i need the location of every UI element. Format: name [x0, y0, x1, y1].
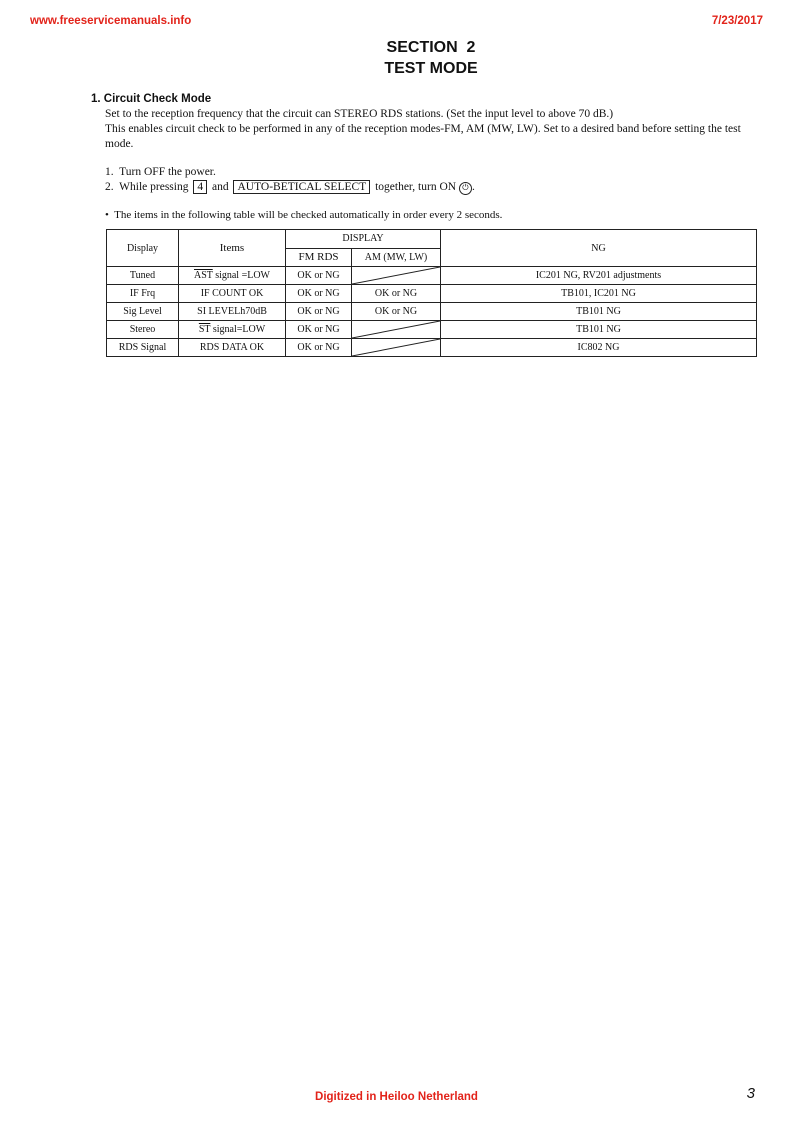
cell-ng: IC201 NG, RV201 adjustments — [441, 267, 757, 285]
cell-ng: IC802 NG — [441, 339, 757, 357]
page-number: 3 — [746, 1085, 755, 1102]
step2-prefix: 2. While pressing — [105, 181, 189, 193]
cell-display: Stereo — [107, 321, 179, 339]
diagonal-slash — [352, 339, 440, 356]
digitized-credit: Digitized in Heiloo Netherland — [315, 1091, 478, 1103]
website-url[interactable]: www.freeservicemanuals.info — [30, 15, 192, 27]
cell-ng: TB101, IC201 NG — [441, 285, 757, 303]
cell-display: RDS Signal — [107, 339, 179, 357]
table-header-row — [107, 230, 757, 249]
table-row — [107, 267, 757, 285]
header-am: AM (MW, LW) — [352, 248, 441, 267]
cell-items — [179, 321, 286, 339]
table-row — [107, 339, 757, 357]
cell-ng: TB101 NG — [441, 303, 757, 321]
cell-items: RDS DATA OK — [179, 339, 286, 357]
cell-items-text: signal =LOW — [212, 270, 270, 281]
step2-suffix: together, turn ON — [375, 181, 457, 193]
cell-fm: OK or NG — [286, 285, 352, 303]
power-icon: ⏻ — [459, 182, 472, 195]
cell-am: OK or NG — [352, 285, 441, 303]
step-2: 2. While pressing 4 and AUTO-BETICAL SELECT together, turn ON ⏻ . — [105, 181, 475, 193]
check-table — [106, 229, 757, 357]
table-note: • The items in the following table will be checked automatically in order every 2 seconds. — [105, 209, 503, 221]
cell-am: OK or NG — [352, 303, 441, 321]
cell-display: Tuned — [107, 267, 179, 285]
cell-items: SI LEVELh70dB — [179, 303, 286, 321]
cell-items-overline: $\overline{ST}$ — [198, 324, 211, 335]
cell-items: IF COUNT OK — [179, 285, 286, 303]
circuit-check-line3: mode. — [105, 138, 134, 150]
cell-am-not-applicable — [352, 321, 441, 339]
cell-display: Sig Level — [107, 303, 179, 321]
table-row — [107, 285, 757, 303]
section-title: TEST MODE — [384, 60, 478, 77]
diagonal-slash — [352, 321, 440, 338]
cell-fm: OK or NG — [286, 321, 352, 339]
table-row — [107, 303, 757, 321]
step2-and: and — [211, 181, 229, 193]
cell-items-text: signal=LOW — [210, 324, 266, 335]
cell-items-overline: $\overline{AST}$ — [193, 270, 213, 281]
header-display: Display — [107, 230, 179, 267]
header-display-group: DISPLAY — [286, 230, 441, 249]
cell-ng: TB101 NG — [441, 321, 757, 339]
cell-fm: OK or NG — [286, 303, 352, 321]
header-ng: NG — [441, 230, 757, 267]
auto-betical-select-box: AUTO-BETICAL SELECT — [233, 180, 370, 194]
cell-items — [179, 267, 286, 285]
cell-am-not-applicable — [352, 339, 441, 357]
circuit-check-heading: 1. Circuit Check Mode — [91, 93, 212, 105]
table-row — [107, 321, 757, 339]
cell-am-not-applicable — [352, 267, 441, 285]
circuit-check-line2: This enables circuit check to be performed in any of the reception modes-FM, AM (MW, LW). Set to a desired band before setting the test — [105, 123, 741, 135]
step-1: 1. Turn OFF the power. — [105, 166, 216, 178]
header-fm-rds: FM RDS — [286, 248, 352, 267]
cell-display: IF Frq — [107, 285, 179, 303]
diagonal-slash — [352, 267, 440, 284]
section-number: SECTION 2 — [386, 39, 476, 56]
document-date: 7/23/2017 — [711, 15, 763, 27]
circuit-check-line1: Set to the reception frequency that the circuit can STEREO RDS stations. (Set the input level to above 70 dB.) — [105, 108, 614, 120]
key-4-box: 4 — [193, 180, 207, 194]
cell-fm: OK or NG — [286, 339, 352, 357]
header-items: Items — [179, 230, 286, 267]
cell-fm: OK or NG — [286, 267, 352, 285]
